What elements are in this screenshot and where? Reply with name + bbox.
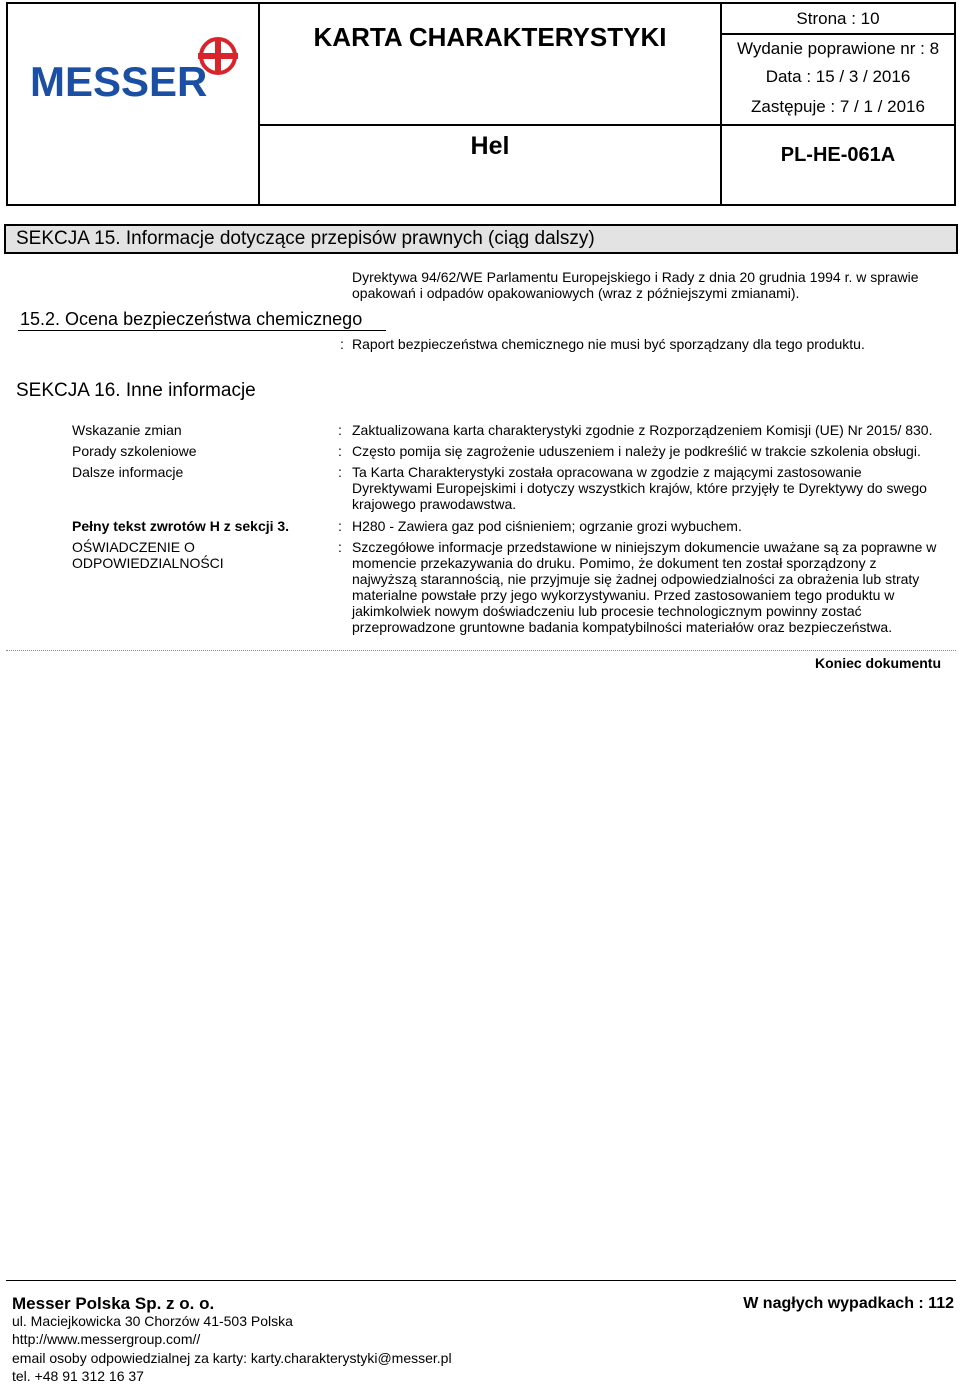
messer-logo bbox=[20, 34, 250, 104]
colon: : bbox=[340, 336, 344, 352]
value-line: materialne powstałe przy jego wykorzystywaniu. Przed zastosowaniem tego produktu w bbox=[352, 587, 895, 603]
directive-text bbox=[352, 269, 952, 301]
divider bbox=[260, 124, 720, 126]
colon: : bbox=[338, 422, 342, 438]
value-line: przeprowadzone gruntowne badania kompatybilności materiałów oraz bezpieczeństwa. bbox=[352, 619, 893, 635]
label-h-statements: Pełny tekst zwrotów H z sekcji 3. bbox=[72, 518, 290, 534]
value-line: momencie przekazywania do druku. Pomimo, że dokument ten został sporządzony z bbox=[352, 555, 877, 571]
divider bbox=[722, 124, 954, 126]
revision-number: Wydanie poprawione nr : 8 bbox=[736, 39, 940, 58]
footer-emergency: W nagłych wypadkach : 112 bbox=[743, 1295, 954, 1312]
label-further-info: Dalsze informacje bbox=[72, 464, 184, 480]
footer-url[interactable]: http://www.messergroup.com// bbox=[12, 1331, 201, 1347]
label-line: OŚWIADCZENIE O bbox=[72, 539, 195, 555]
meta-cell bbox=[722, 4, 954, 204]
footer-rule bbox=[6, 1280, 956, 1281]
value-h-statements: H280 - Zawiera gaz pod ciśnieniem; ogrzanie grozi wybuchem. bbox=[352, 518, 742, 534]
directive-line: opakowań i odpadów opakowaniowych (wraz z późniejszymi zmianami). bbox=[352, 285, 800, 301]
value-disclaimer bbox=[352, 539, 952, 635]
footer-address: ul. Maciejkowicka 30 Chorzów 41-503 Polska bbox=[12, 1313, 293, 1329]
value-training-advice: Często pomija się zagrożenie uduszeniem i należy je podkreślić w trakcie szkolenia obsługi. bbox=[352, 443, 921, 459]
colon: : bbox=[338, 443, 342, 459]
subsection-15-2-title: 15.2. Ocena bezpieczeństwa chemicznego bbox=[20, 309, 363, 329]
value-line: najwyższą starannością, nie przyjmuje się żadnej odpowiedzialności za obrażenia lub straty bbox=[352, 571, 920, 587]
chemical-safety-value: Raport bezpieczeństwa chemicznego nie musi być sporządzany dla tego produktu. bbox=[352, 336, 865, 352]
value-further-info bbox=[352, 464, 952, 512]
label-line: ODPOWIEDZIALNOŚCI bbox=[72, 555, 224, 571]
value-line: krajowego prawodawstwa. bbox=[352, 496, 517, 512]
directive-line: Dyrektywa 94/62/WE Parlamentu Europejskiego i Rady z dnia 20 grudnia 1994 r. w sprawie bbox=[352, 269, 919, 285]
document-code: PL-HE-061A bbox=[780, 144, 896, 166]
section-15-bar: SEKCJA 15. Informacje dotyczące przepisów prawnych (ciąg dalszy) bbox=[4, 224, 958, 254]
end-of-document: Koniec dokumentu bbox=[814, 655, 941, 671]
divider bbox=[722, 33, 954, 35]
value-change-indication: Zaktualizowana karta charakterystyki zgodnie z Rozporządzeniem Komisji (UE) Nr 2015/ 830. bbox=[352, 422, 933, 438]
colon: : bbox=[338, 518, 342, 534]
footer-phone: tel. +48 91 312 16 37 bbox=[12, 1368, 144, 1384]
label-disclaimer bbox=[72, 539, 332, 571]
colon: : bbox=[338, 539, 342, 555]
value-line: Szczegółowe informacje przedstawione w niniejszym dokumencie uważane są za poprawne w bbox=[352, 539, 937, 555]
label-training-advice: Porady szkoleniowe bbox=[72, 443, 197, 459]
document-header bbox=[6, 2, 956, 206]
title-cell bbox=[260, 4, 722, 204]
product-name: Hel bbox=[470, 132, 510, 160]
document-title: KARTA CHARAKTERYSTYKI bbox=[313, 22, 667, 52]
logo-cell bbox=[8, 4, 260, 204]
value-line: Dyrektywami Europejskimi i dotyczy wszystkich krajów, które przyjęły te Dyrektywy do swego bbox=[352, 480, 927, 496]
revision-date: Data : 15 / 3 / 2016 bbox=[765, 67, 911, 86]
colon: : bbox=[338, 464, 342, 480]
page-number: Strona : 10 bbox=[796, 9, 880, 28]
value-line: Ta Karta Charakterystyki została opracowana w zgodzie z mającymi zastosowanie bbox=[352, 464, 862, 480]
subsection-underline bbox=[18, 330, 386, 331]
label-change-indication: Wskazanie zmian bbox=[72, 422, 182, 438]
messer-logo-text: MESSER bbox=[30, 58, 208, 104]
footer-company: Messer Polska Sp. z o. o. bbox=[12, 1294, 215, 1313]
end-separator bbox=[6, 650, 956, 651]
value-line: jakimkolwiek nowym doświadczeniu lub procesie technologicznym powinny zostać bbox=[352, 603, 862, 619]
footer-email[interactable]: email osoby odpowiedzialnej za karty: karty.charakterystyki@messer.pl bbox=[12, 1350, 452, 1366]
supersedes-date: Zastępuje : 7 / 1 / 2016 bbox=[751, 97, 925, 116]
section-16-bar: SEKCJA 16. Inne informacje bbox=[4, 376, 960, 406]
